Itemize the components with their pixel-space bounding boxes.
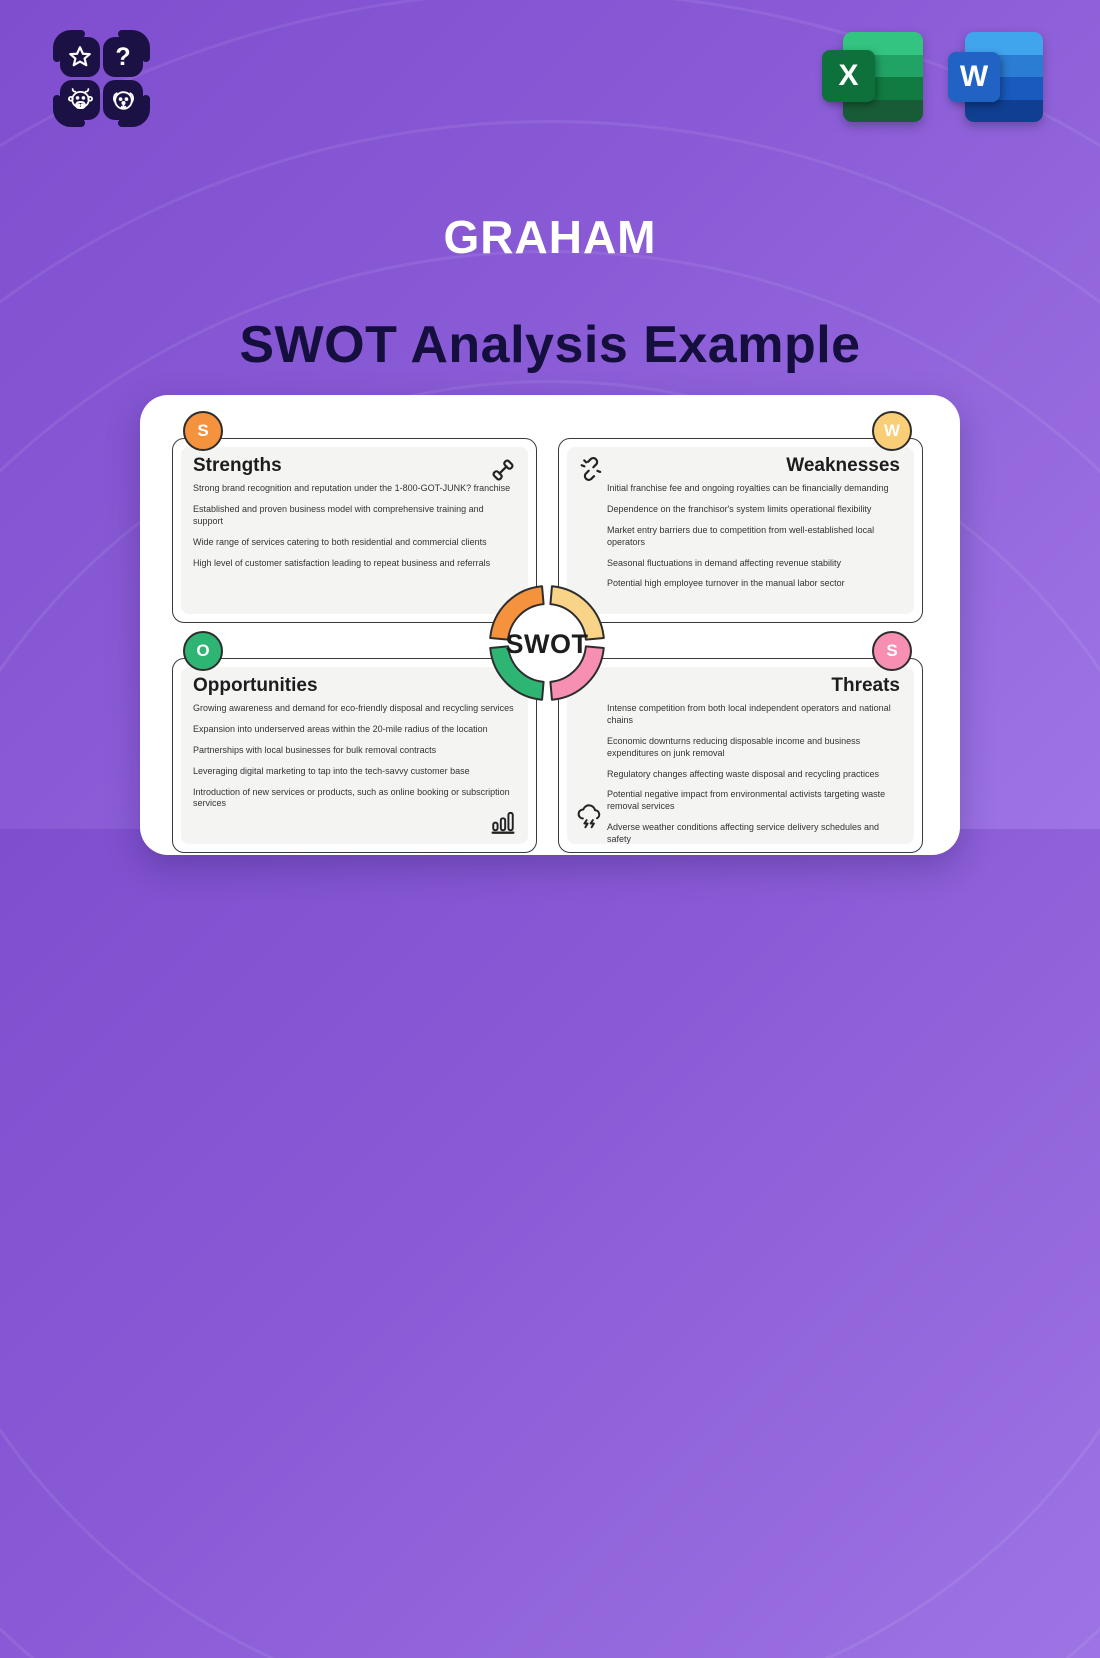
swot-item: Potential high employee turnover in the manual labor sector — [607, 578, 845, 589]
swot-item: Established and proven business model with comprehensive training and support — [193, 503, 484, 526]
opportunities-title: Opportunities — [193, 675, 318, 696]
storm-cloud-icon — [575, 802, 605, 832]
dumbbell-icon — [490, 457, 516, 483]
strengths-panel — [181, 447, 528, 614]
excel-letter: X — [822, 50, 875, 102]
question-mark-icon: ? — [115, 42, 131, 71]
swot-item: Regulatory changes affecting waste disposal and recycling practices — [607, 768, 879, 779]
swot-center-label: SWOT — [505, 629, 589, 659]
word-icon[interactable] — [948, 32, 1043, 122]
swot-item: Potential negative impact from environmental activists targeting waste removal services — [607, 789, 886, 812]
swot-item: Growing awareness and demand for eco-friendly disposal and recycling services — [193, 703, 514, 713]
swot-item: Wide range of services catering to both residential and commercial clients — [193, 536, 487, 547]
star-icon — [67, 44, 93, 70]
weaknesses-title: Weaknesses — [786, 455, 900, 476]
dog-icon — [110, 87, 137, 114]
strengths-title: Strengths — [193, 455, 282, 476]
weaknesses-panel — [567, 447, 914, 614]
logo-tile-cow — [60, 80, 100, 120]
strengths-list — [181, 481, 528, 586]
quadrant-opportunities — [172, 641, 537, 853]
swot-item: High level of customer satisfaction leading to repeat business and referrals — [193, 557, 491, 568]
swot-item: Dependence on the franchisor's system limits operational flexibility — [607, 503, 872, 514]
swot-item: Seasonal fluctuations in demand affecting revenue stability — [607, 557, 841, 568]
logo-tile-dog — [103, 80, 143, 120]
opportunities-panel — [181, 667, 528, 844]
quadrant-threats — [558, 641, 923, 853]
app-logo[interactable] — [53, 30, 150, 127]
opportunities-list — [181, 701, 528, 827]
logo-tile-star — [60, 37, 100, 77]
brand-title: GRAHAM — [443, 211, 657, 263]
strengths-badge: S — [183, 411, 223, 451]
swot-item: Initial franchise fee and ongoing royalties can be financially demanding — [607, 483, 889, 493]
quadrant-strengths — [172, 421, 537, 623]
word-letter: W — [948, 52, 1000, 102]
threats-panel — [567, 667, 914, 844]
page-title: SWOT Analysis Example — [239, 316, 861, 374]
swot-item: Market entry barriers due to competition from well-established local operators — [607, 524, 875, 547]
threats-title: Threats — [831, 675, 900, 696]
swot-item: Strong brand recognition and reputation under the 1-800-GOT-JUNK? franchise — [193, 483, 511, 493]
swot-ring — [485, 581, 609, 705]
threats-list — [567, 701, 914, 844]
bar-chart-icon — [490, 808, 516, 834]
broken-link-icon — [577, 455, 605, 483]
cow-icon — [67, 87, 94, 114]
swot-item: Economic downturns reducing disposable income and business expenditures on junk removal — [607, 735, 861, 758]
threats-badge: S — [872, 631, 912, 671]
weaknesses-list — [567, 481, 914, 607]
excel-icon[interactable] — [822, 32, 923, 122]
weaknesses-badge: W — [872, 411, 912, 451]
swot-card — [140, 395, 960, 855]
swot-item: Intense competition from both local independent operators and national chains — [607, 703, 891, 725]
quadrant-weaknesses — [558, 421, 923, 623]
opportunities-badge: O — [183, 631, 223, 671]
swot-item: Introduction of new services or products, such as online booking or subscription services — [193, 786, 510, 809]
swot-item: Leveraging digital marketing to tap into the tech-savvy customer base — [193, 765, 470, 776]
swot-item: Partnerships with local businesses for bulk removal contracts — [193, 744, 437, 755]
logo-tile-question — [103, 37, 143, 77]
swot-item: Expansion into underserved areas within the 20-mile radius of the location — [193, 723, 488, 734]
swot-item: Adverse weather conditions affecting service delivery schedules and safety — [607, 822, 879, 844]
logo-grid — [60, 37, 143, 120]
